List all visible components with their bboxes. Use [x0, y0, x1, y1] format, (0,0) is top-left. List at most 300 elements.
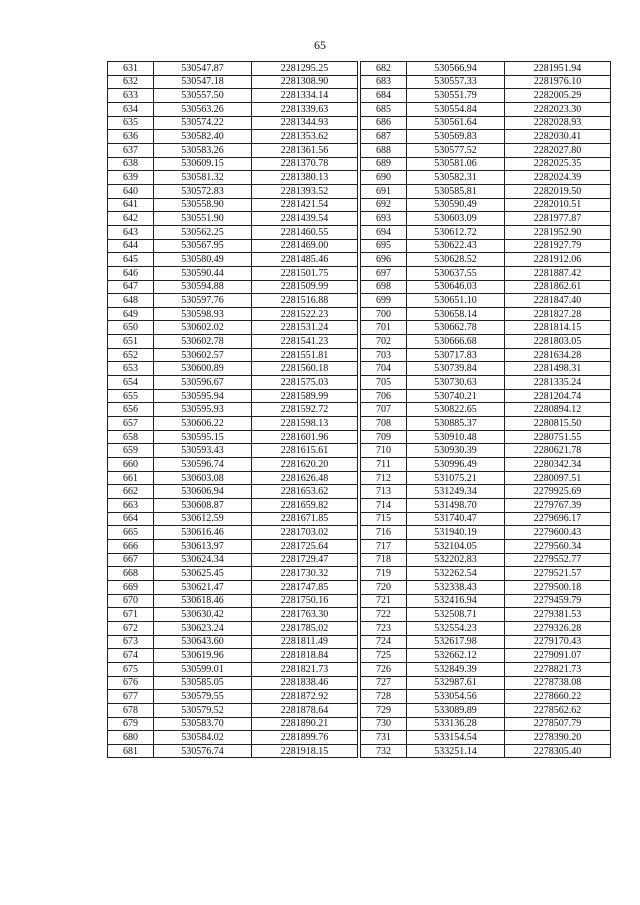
y-coordinate-cell: 2281498.31 [505, 362, 611, 376]
y-coordinate-cell: 2281460.55 [252, 225, 358, 239]
y-coordinate-cell: 2278507.79 [505, 717, 611, 731]
table-row [108, 266, 358, 280]
point-number-cell: 633 [108, 89, 154, 103]
y-coordinate-cell: 2281703.02 [252, 526, 358, 540]
table-row [361, 539, 611, 553]
point-number-cell: 720 [361, 580, 407, 594]
x-coordinate-cell: 530606.94 [154, 485, 252, 499]
x-coordinate-cell: 530600.89 [154, 362, 252, 376]
point-number-cell: 703 [361, 348, 407, 362]
x-coordinate-cell: 530590.44 [154, 266, 252, 280]
y-coordinate-cell: 2281763.30 [252, 608, 358, 622]
point-number-cell: 723 [361, 621, 407, 635]
x-coordinate-cell: 532617.98 [407, 635, 505, 649]
x-coordinate-cell: 533154.54 [407, 731, 505, 745]
y-coordinate-cell: 2281626.48 [252, 471, 358, 485]
point-number-cell: 635 [108, 116, 154, 130]
x-coordinate-cell: 530577.52 [407, 143, 505, 157]
y-coordinate-cell: 2279170.43 [505, 635, 611, 649]
point-number-cell: 639 [108, 171, 154, 185]
y-coordinate-cell: 2281862.61 [505, 280, 611, 294]
y-coordinate-cell: 2281204.74 [505, 389, 611, 403]
y-coordinate-cell: 2281308.90 [252, 75, 358, 89]
point-number-cell: 696 [361, 253, 407, 267]
y-coordinate-cell: 2281878.64 [252, 703, 358, 717]
y-coordinate-cell: 2281601.96 [252, 430, 358, 444]
y-coordinate-cell: 2281847.40 [505, 294, 611, 308]
table-row [361, 184, 611, 198]
y-coordinate-cell: 2281890.21 [252, 717, 358, 731]
y-coordinate-cell: 2281344.93 [252, 116, 358, 130]
x-coordinate-cell: 530580.49 [154, 253, 252, 267]
x-coordinate-cell: 530595.93 [154, 403, 252, 417]
y-coordinate-cell: 2281361.56 [252, 143, 358, 157]
x-coordinate-cell: 530585.05 [154, 676, 252, 690]
x-coordinate-cell: 532662.12 [407, 649, 505, 663]
table-row [361, 458, 611, 472]
x-coordinate-cell: 530590.49 [407, 198, 505, 212]
table-row [361, 676, 611, 690]
table-row [108, 430, 358, 444]
y-coordinate-cell: 2279600.43 [505, 526, 611, 540]
table-row [108, 731, 358, 745]
point-number-cell: 721 [361, 594, 407, 608]
point-number-cell: 672 [108, 621, 154, 635]
y-coordinate-cell: 2279091.07 [505, 649, 611, 663]
x-coordinate-cell: 530637.55 [407, 266, 505, 280]
y-coordinate-cell: 2282027.80 [505, 143, 611, 157]
table-row [108, 294, 358, 308]
x-coordinate-cell: 531740.47 [407, 512, 505, 526]
point-number-cell: 631 [108, 62, 154, 76]
table-row [108, 89, 358, 103]
table-row [361, 703, 611, 717]
table-row [108, 635, 358, 649]
table-row [108, 690, 358, 704]
x-coordinate-cell: 530740.21 [407, 389, 505, 403]
coordinate-table-left [107, 61, 358, 758]
point-number-cell: 680 [108, 731, 154, 745]
point-number-cell: 638 [108, 157, 154, 171]
y-coordinate-cell: 2281353.62 [252, 130, 358, 144]
x-coordinate-cell: 530566.94 [407, 62, 505, 76]
x-coordinate-cell: 530885.37 [407, 417, 505, 431]
x-coordinate-cell: 530603.08 [154, 471, 252, 485]
table-row [361, 403, 611, 417]
point-number-cell: 666 [108, 539, 154, 553]
table-row [108, 253, 358, 267]
point-number-cell: 716 [361, 526, 407, 540]
table-row [361, 321, 611, 335]
point-number-cell: 731 [361, 731, 407, 745]
point-number-cell: 705 [361, 376, 407, 390]
point-number-cell: 653 [108, 362, 154, 376]
x-coordinate-cell: 530554.84 [407, 102, 505, 116]
point-number-cell: 642 [108, 212, 154, 226]
point-number-cell: 647 [108, 280, 154, 294]
x-coordinate-cell: 530563.26 [154, 102, 252, 116]
y-coordinate-cell: 2281339.63 [252, 102, 358, 116]
table-row [361, 594, 611, 608]
point-number-cell: 717 [361, 539, 407, 553]
x-coordinate-cell: 531249.34 [407, 485, 505, 499]
x-coordinate-cell: 530613.97 [154, 539, 252, 553]
y-coordinate-cell: 2282019.50 [505, 184, 611, 198]
table-row [108, 717, 358, 731]
x-coordinate-cell: 530619.96 [154, 649, 252, 663]
y-coordinate-cell: 2281393.52 [252, 184, 358, 198]
table-row [361, 294, 611, 308]
table-row [361, 75, 611, 89]
table-row [361, 512, 611, 526]
y-coordinate-cell: 2281747.85 [252, 580, 358, 594]
table-row [108, 417, 358, 431]
y-coordinate-cell: 2281872.92 [252, 690, 358, 704]
coordinate-table-body [108, 62, 358, 758]
point-number-cell: 725 [361, 649, 407, 663]
point-number-cell: 711 [361, 458, 407, 472]
y-coordinate-cell: 2278305.40 [505, 744, 611, 758]
x-coordinate-cell: 530598.93 [154, 307, 252, 321]
y-coordinate-cell: 2281785.02 [252, 621, 358, 635]
x-coordinate-cell: 530585.81 [407, 184, 505, 198]
point-number-cell: 634 [108, 102, 154, 116]
y-coordinate-cell: 2281421.54 [252, 198, 358, 212]
table-row [361, 225, 611, 239]
table-row [108, 662, 358, 676]
point-number-cell: 675 [108, 662, 154, 676]
table-row [361, 744, 611, 758]
y-coordinate-cell: 2281541.23 [252, 335, 358, 349]
table-row [108, 621, 358, 635]
table-row [361, 731, 611, 745]
point-number-cell: 699 [361, 294, 407, 308]
table-row [108, 102, 358, 116]
x-coordinate-cell: 530579.52 [154, 703, 252, 717]
y-coordinate-cell: 2280342.34 [505, 458, 611, 472]
table-row [361, 280, 611, 294]
point-number-cell: 681 [108, 744, 154, 758]
y-coordinate-cell: 2281821.73 [252, 662, 358, 676]
x-coordinate-cell: 530730.63 [407, 376, 505, 390]
x-coordinate-cell: 530602.78 [154, 335, 252, 349]
x-coordinate-cell: 530646.03 [407, 280, 505, 294]
y-coordinate-cell: 2281811.49 [252, 635, 358, 649]
x-coordinate-cell: 530651.10 [407, 294, 505, 308]
table-row [108, 567, 358, 581]
point-number-cell: 678 [108, 703, 154, 717]
y-coordinate-cell: 2281887.42 [505, 266, 611, 280]
y-coordinate-cell: 2281334.14 [252, 89, 358, 103]
x-coordinate-cell: 530595.94 [154, 389, 252, 403]
point-number-cell: 730 [361, 717, 407, 731]
point-number-cell: 708 [361, 417, 407, 431]
point-number-cell: 706 [361, 389, 407, 403]
y-coordinate-cell: 2281951.94 [505, 62, 611, 76]
point-number-cell: 655 [108, 389, 154, 403]
table-row [108, 608, 358, 622]
x-coordinate-cell: 530622.43 [407, 239, 505, 253]
table-row [108, 116, 358, 130]
point-number-cell: 664 [108, 512, 154, 526]
y-coordinate-cell: 2281575.03 [252, 376, 358, 390]
point-number-cell: 677 [108, 690, 154, 704]
table-row [361, 430, 611, 444]
y-coordinate-cell: 2281615.61 [252, 444, 358, 458]
point-number-cell: 722 [361, 608, 407, 622]
table-row [361, 526, 611, 540]
y-coordinate-cell: 2281838.46 [252, 676, 358, 690]
table-row [108, 485, 358, 499]
table-row [361, 307, 611, 321]
x-coordinate-cell: 532262.54 [407, 567, 505, 581]
y-coordinate-cell: 2278562.62 [505, 703, 611, 717]
y-coordinate-cell: 2282023.30 [505, 102, 611, 116]
table-row [361, 143, 611, 157]
table-row [361, 89, 611, 103]
x-coordinate-cell: 530628.52 [407, 253, 505, 267]
x-coordinate-cell: 530595.15 [154, 430, 252, 444]
y-coordinate-cell: 2280097.51 [505, 471, 611, 485]
x-coordinate-cell: 530739.84 [407, 362, 505, 376]
table-row [108, 143, 358, 157]
point-number-cell: 732 [361, 744, 407, 758]
x-coordinate-cell: 530581.06 [407, 157, 505, 171]
point-number-cell: 632 [108, 75, 154, 89]
coordinate-table-right [360, 61, 611, 758]
x-coordinate-cell: 530630.42 [154, 608, 252, 622]
y-coordinate-cell: 2281814.15 [505, 321, 611, 335]
x-coordinate-cell: 530597.76 [154, 294, 252, 308]
table-row [108, 184, 358, 198]
y-coordinate-cell: 2279521.57 [505, 567, 611, 581]
x-coordinate-cell: 532202.83 [407, 553, 505, 567]
point-number-cell: 636 [108, 130, 154, 144]
y-coordinate-cell: 2281560.18 [252, 362, 358, 376]
table-row [361, 253, 611, 267]
x-coordinate-cell: 531940.19 [407, 526, 505, 540]
y-coordinate-cell: 2281918.15 [252, 744, 358, 758]
y-coordinate-cell: 2281750.16 [252, 594, 358, 608]
y-coordinate-cell: 2282030.41 [505, 130, 611, 144]
x-coordinate-cell: 530599.01 [154, 662, 252, 676]
x-coordinate-cell: 533136.28 [407, 717, 505, 731]
table-row [108, 75, 358, 89]
y-coordinate-cell: 2281912.06 [505, 253, 611, 267]
y-coordinate-cell: 2281653.62 [252, 485, 358, 499]
point-number-cell: 649 [108, 307, 154, 321]
x-coordinate-cell: 530551.90 [154, 212, 252, 226]
table-row [361, 662, 611, 676]
y-coordinate-cell: 2281589.99 [252, 389, 358, 403]
point-number-cell: 709 [361, 430, 407, 444]
x-coordinate-cell: 530561.64 [407, 116, 505, 130]
x-coordinate-cell: 530602.57 [154, 348, 252, 362]
table-row [361, 348, 611, 362]
point-number-cell: 727 [361, 676, 407, 690]
point-number-cell: 671 [108, 608, 154, 622]
x-coordinate-cell: 530574.22 [154, 116, 252, 130]
table-row [108, 239, 358, 253]
point-number-cell: 686 [361, 116, 407, 130]
x-coordinate-cell: 530643.60 [154, 635, 252, 649]
y-coordinate-cell: 2281818.84 [252, 649, 358, 663]
y-coordinate-cell: 2278821.73 [505, 662, 611, 676]
x-coordinate-cell: 530606.22 [154, 417, 252, 431]
y-coordinate-cell: 2281370.78 [252, 157, 358, 171]
y-coordinate-cell: 2281598.13 [252, 417, 358, 431]
point-number-cell: 695 [361, 239, 407, 253]
table-row [361, 471, 611, 485]
point-number-cell: 654 [108, 376, 154, 390]
point-number-cell: 658 [108, 430, 154, 444]
x-coordinate-cell: 530612.72 [407, 225, 505, 239]
point-number-cell: 691 [361, 184, 407, 198]
table-row [361, 485, 611, 499]
x-coordinate-cell: 530910.48 [407, 430, 505, 444]
y-coordinate-cell: 2282005.29 [505, 89, 611, 103]
y-coordinate-cell: 2279381.53 [505, 608, 611, 622]
point-number-cell: 656 [108, 403, 154, 417]
x-coordinate-cell: 530625.45 [154, 567, 252, 581]
table-row [361, 444, 611, 458]
y-coordinate-cell: 2281439.54 [252, 212, 358, 226]
x-coordinate-cell: 530547.18 [154, 75, 252, 89]
table-row [361, 717, 611, 731]
x-coordinate-cell: 532987.61 [407, 676, 505, 690]
table-row [108, 676, 358, 690]
point-number-cell: 704 [361, 362, 407, 376]
y-coordinate-cell: 2281485.46 [252, 253, 358, 267]
point-number-cell: 648 [108, 294, 154, 308]
point-number-cell: 683 [361, 75, 407, 89]
table-row [361, 335, 611, 349]
point-number-cell: 662 [108, 485, 154, 499]
table-row [361, 171, 611, 185]
table-row [108, 280, 358, 294]
point-number-cell: 645 [108, 253, 154, 267]
x-coordinate-cell: 532508.71 [407, 608, 505, 622]
x-coordinate-cell: 530584.02 [154, 731, 252, 745]
table-row [108, 171, 358, 185]
table-row [108, 362, 358, 376]
table-row [108, 130, 358, 144]
point-number-cell: 676 [108, 676, 154, 690]
y-coordinate-cell: 2281803.05 [505, 335, 611, 349]
point-number-cell: 687 [361, 130, 407, 144]
x-coordinate-cell: 532104.05 [407, 539, 505, 553]
y-coordinate-cell: 2281730.32 [252, 567, 358, 581]
x-coordinate-cell: 530612.59 [154, 512, 252, 526]
table-row [361, 62, 611, 76]
table-row [108, 403, 358, 417]
table-row [108, 649, 358, 663]
table-row [108, 580, 358, 594]
y-coordinate-cell: 2281927.79 [505, 239, 611, 253]
y-coordinate-cell: 2281592.72 [252, 403, 358, 417]
table-row [108, 157, 358, 171]
point-number-cell: 726 [361, 662, 407, 676]
y-coordinate-cell: 2281725.64 [252, 539, 358, 553]
table-row [361, 567, 611, 581]
point-number-cell: 673 [108, 635, 154, 649]
y-coordinate-cell: 2279696.17 [505, 512, 611, 526]
y-coordinate-cell: 2279500.18 [505, 580, 611, 594]
table-row [108, 307, 358, 321]
point-number-cell: 682 [361, 62, 407, 76]
point-number-cell: 651 [108, 335, 154, 349]
point-number-cell: 719 [361, 567, 407, 581]
point-number-cell: 689 [361, 157, 407, 171]
point-number-cell: 701 [361, 321, 407, 335]
point-number-cell: 665 [108, 526, 154, 540]
x-coordinate-cell: 532849.39 [407, 662, 505, 676]
point-number-cell: 713 [361, 485, 407, 499]
point-number-cell: 724 [361, 635, 407, 649]
y-coordinate-cell: 2278738.08 [505, 676, 611, 690]
table-row [361, 157, 611, 171]
y-coordinate-cell: 2280621.78 [505, 444, 611, 458]
y-coordinate-cell: 2281469.00 [252, 239, 358, 253]
x-coordinate-cell: 530581.32 [154, 171, 252, 185]
point-number-cell: 646 [108, 266, 154, 280]
x-coordinate-cell: 530717.83 [407, 348, 505, 362]
point-number-cell: 669 [108, 580, 154, 594]
point-number-cell: 729 [361, 703, 407, 717]
x-coordinate-cell: 530547.87 [154, 62, 252, 76]
y-coordinate-cell: 2279326.28 [505, 621, 611, 635]
x-coordinate-cell: 530583.26 [154, 143, 252, 157]
point-number-cell: 650 [108, 321, 154, 335]
table-row [361, 389, 611, 403]
x-coordinate-cell: 530594.88 [154, 280, 252, 294]
point-number-cell: 663 [108, 499, 154, 513]
point-number-cell: 640 [108, 184, 154, 198]
point-number-cell: 660 [108, 458, 154, 472]
x-coordinate-cell: 532416.94 [407, 594, 505, 608]
table-row [361, 266, 611, 280]
table-row [361, 239, 611, 253]
y-coordinate-cell: 2281729.47 [252, 553, 358, 567]
table-row [108, 335, 358, 349]
point-number-cell: 674 [108, 649, 154, 663]
point-number-cell: 684 [361, 89, 407, 103]
point-number-cell: 698 [361, 280, 407, 294]
x-coordinate-cell: 530624.34 [154, 553, 252, 567]
table-row [108, 444, 358, 458]
table-row [361, 212, 611, 226]
y-coordinate-cell: 2278390.20 [505, 731, 611, 745]
x-coordinate-cell: 533089.89 [407, 703, 505, 717]
table-row [108, 526, 358, 540]
point-number-cell: 668 [108, 567, 154, 581]
table-row [361, 102, 611, 116]
point-number-cell: 659 [108, 444, 154, 458]
point-number-cell: 657 [108, 417, 154, 431]
x-coordinate-cell: 532338.43 [407, 580, 505, 594]
y-coordinate-cell: 2281551.81 [252, 348, 358, 362]
x-coordinate-cell: 530623.24 [154, 621, 252, 635]
point-number-cell: 718 [361, 553, 407, 567]
point-number-cell: 693 [361, 212, 407, 226]
y-coordinate-cell: 2281976.10 [505, 75, 611, 89]
y-coordinate-cell: 2282024.39 [505, 171, 611, 185]
x-coordinate-cell: 530579.55 [154, 690, 252, 704]
point-number-cell: 692 [361, 198, 407, 212]
x-coordinate-cell: 530551.79 [407, 89, 505, 103]
table-row [108, 389, 358, 403]
x-coordinate-cell: 530583.70 [154, 717, 252, 731]
